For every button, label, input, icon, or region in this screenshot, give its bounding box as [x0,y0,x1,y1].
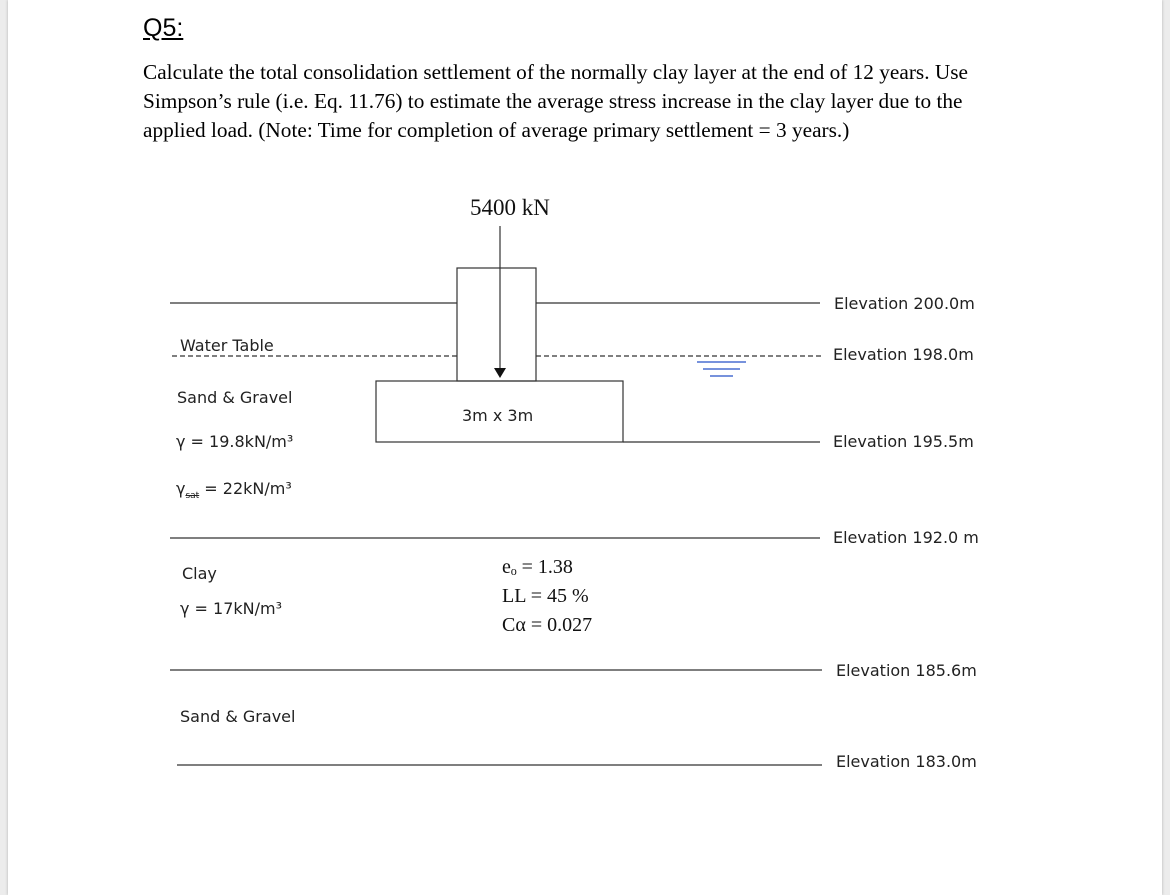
elevation-label: Elevation 198.0m [833,345,974,364]
footing-size-label: 3m x 3m [462,406,534,425]
layer1-gamma-sat [176,479,292,501]
question-line: Simpson’s rule (i.e. Eq. 11.76) to estimate the average stress increase in the clay layer due to the [143,89,963,113]
layer1-name: Sand & Gravel [177,388,293,407]
clay-ca: Cα = 0.027 [502,614,593,636]
question-line: Calculate the total consolidation settlement of the normally clay layer at the end of 12 years. Use [143,60,968,84]
gamma-sat-value: = 22kN/m³ [204,479,292,498]
layer1-gamma: γ = 19.8kN/m³ [176,432,294,451]
gamma-symbol: γ [176,479,186,498]
water-table-icon [697,362,746,376]
question-title: Q5: [143,14,184,42]
question-line: applied load. (Note: Time for completion of average primary settlement = 3 years.) [143,118,850,142]
clay-ll: LL = 45 % [502,585,589,607]
water-table-label: Water Table [180,336,274,355]
elevation-label: Elevation 185.6m [836,661,977,680]
load-arrow-icon [494,226,506,378]
clay-eo: eₒ = 1.38 [502,556,573,578]
elevation-label: Elevation 183.0m [836,752,977,771]
sat-subscript: sat [185,491,200,502]
elevation-label: Elevation 195.5m [833,432,974,451]
layer3-name: Sand & Gravel [180,707,296,726]
elevation-label: Elevation 200.0m [834,294,975,313]
footing-column [457,268,536,381]
load-label: 5400 kN [470,195,550,220]
elevation-label: Elevation 192.0 m [833,528,979,547]
clay-name: Clay [182,564,217,583]
clay-gamma: γ = 17kN/m³ [180,599,283,618]
